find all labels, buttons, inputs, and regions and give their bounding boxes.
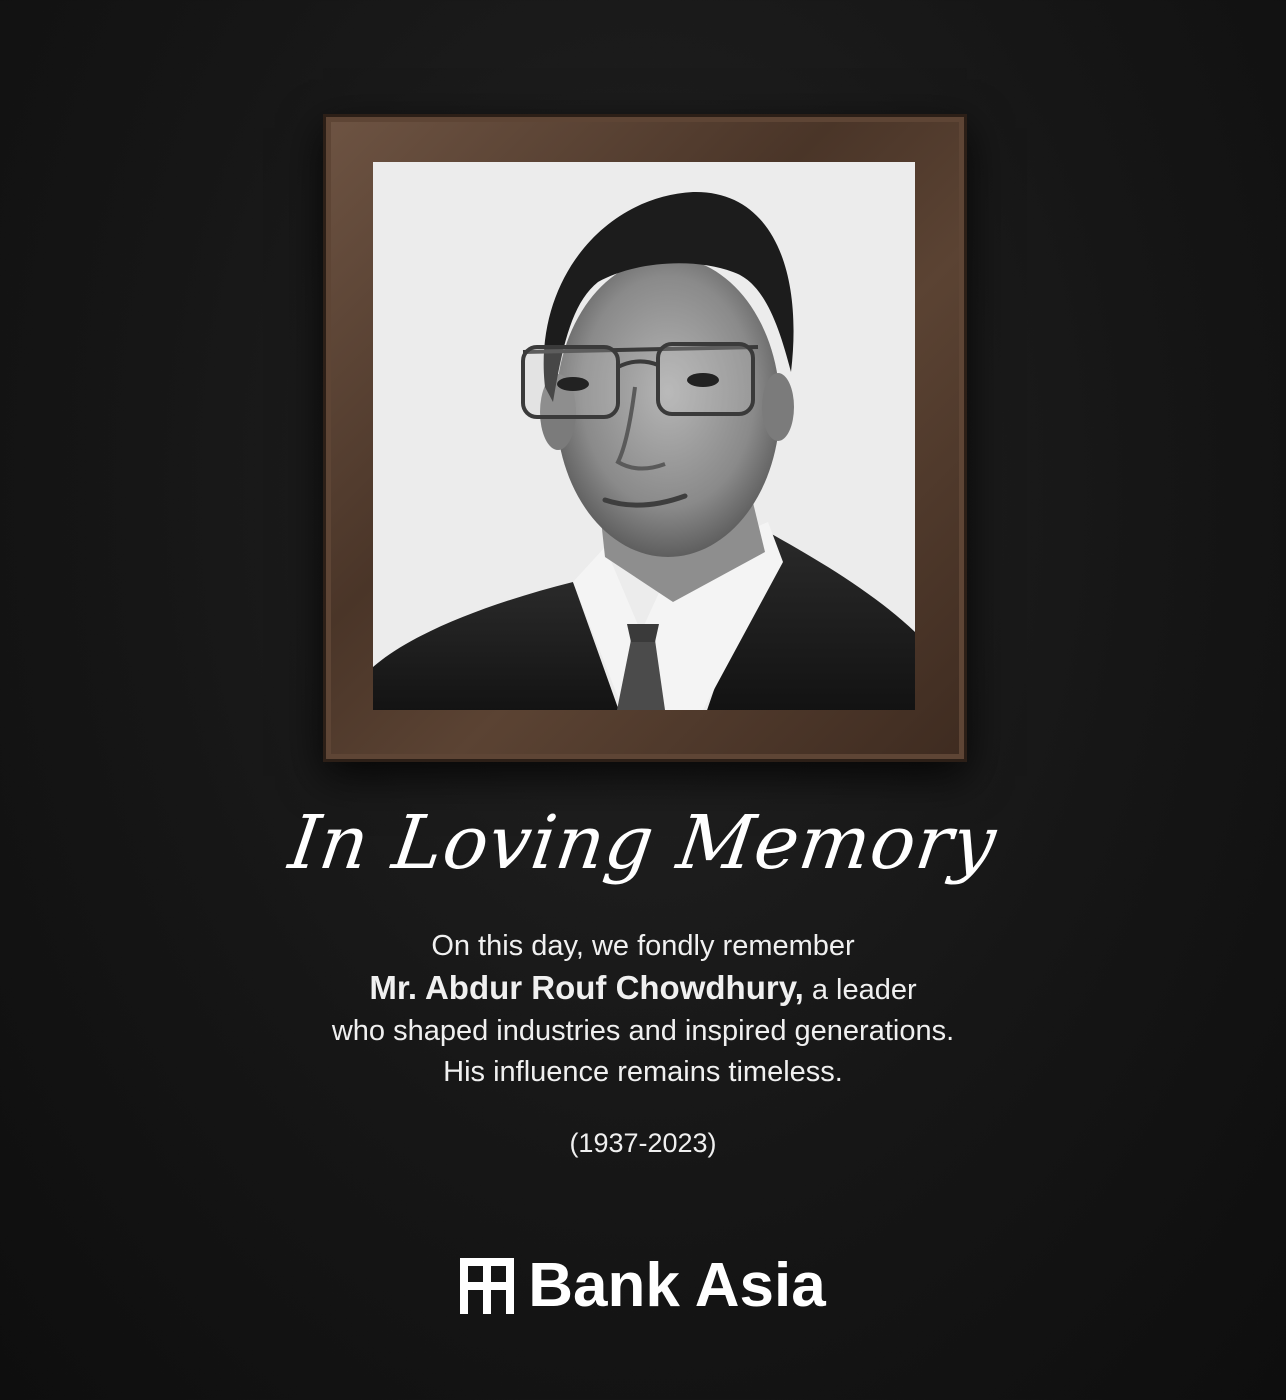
brand-name: Bank Asia [528,1251,826,1320]
message-line-4: His influence remains timeless. [443,1056,843,1088]
bank-asia-logo-icon [460,1258,514,1314]
message-line-1: On this day, we fondly remember [431,930,855,962]
message-line-3: who shaped industries and inspired generations. [331,1015,955,1047]
message-line-2 [0,967,1286,1011]
memorial-message [0,926,1286,1093]
picture-frame [323,114,967,762]
portrait-mat [373,162,915,710]
message-line-2-rest: a leader [811,974,917,1006]
brand-logo [0,1250,1286,1321]
portrait-photo [373,162,915,710]
memorial-title: In Loving Memory [284,800,1002,886]
honoree-name: Mr. Abdur Rouf Chowdhury, [369,969,804,1006]
life-years: (1937-2023) [569,1128,717,1158]
